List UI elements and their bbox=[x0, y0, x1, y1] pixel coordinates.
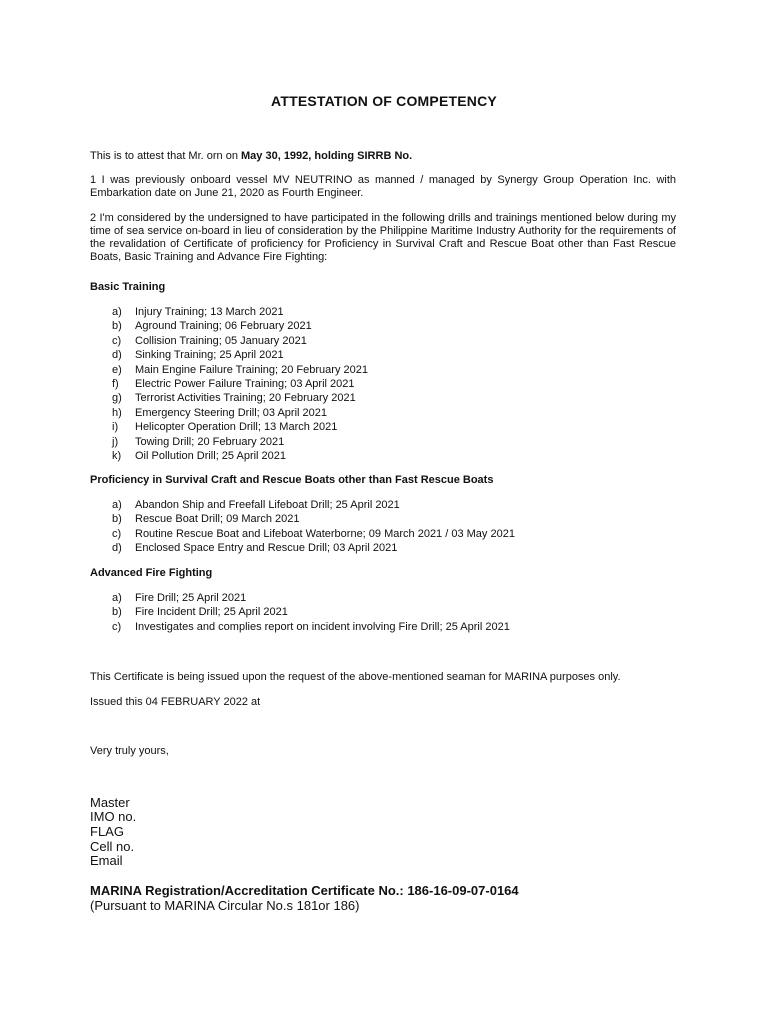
list-item bbox=[112, 363, 368, 377]
list-marker: g) bbox=[112, 392, 122, 405]
certificate-note: This Certificate is being issued upon the request of the above-mentioned seaman for MARINA purposes only. bbox=[90, 671, 621, 683]
list-item-text: Collision Training; 05 January 2021 bbox=[135, 334, 307, 347]
list-item-text: Main Engine Failure Training; 20 February 2021 bbox=[135, 363, 368, 376]
list-marker: c) bbox=[112, 527, 122, 540]
list-marker: j) bbox=[112, 435, 119, 448]
pursuant-note: (Pursuant to MARINA Circular No.s 181or 186) bbox=[90, 898, 360, 913]
list-item-text: Helicopter Operation Drill; 13 March 2021 bbox=[135, 421, 338, 434]
list-item bbox=[112, 591, 510, 605]
list-item bbox=[112, 449, 368, 463]
list-marker: a) bbox=[112, 499, 122, 511]
marina-registration: MARINA Registration/Accreditation Certificate No.: 186-16-09-07-0164 bbox=[90, 883, 519, 898]
closing-line: Very truly yours, bbox=[90, 745, 169, 757]
list-marker: c) bbox=[112, 334, 122, 347]
fire-fighting-heading: Advanced Fire Fighting bbox=[90, 567, 213, 579]
list-item-text: Emergency Steering Drill; 03 April 2021 bbox=[135, 406, 327, 419]
list-marker: a) bbox=[112, 306, 122, 318]
issued-line: Issued this 04 FEBRUARY 2022 at bbox=[90, 696, 261, 708]
list-item bbox=[112, 377, 368, 391]
list-marker: e) bbox=[112, 363, 122, 376]
list-item-text: Rescue Boat Drill; 09 March 2021 bbox=[135, 513, 300, 526]
signature-flag: FLAG bbox=[90, 824, 124, 839]
survival-craft-heading: Proficiency in Survival Craft and Rescue Boats other than Fast Rescue Boats bbox=[90, 474, 494, 486]
basic-training-heading: Basic Training bbox=[90, 281, 166, 293]
fire-fighting-list bbox=[112, 591, 510, 634]
list-item bbox=[112, 527, 515, 541]
list-item-text: Abandon Ship and Freefall Lifeboat Drill; 25 April 2021 bbox=[135, 499, 400, 511]
signature-email: Email bbox=[90, 853, 123, 868]
list-item bbox=[112, 348, 368, 362]
list-item bbox=[112, 605, 510, 619]
signature-master: Master bbox=[90, 795, 130, 810]
list-item-text: Investigates and complies report on incident involving Fire Drill; 25 April 2021 bbox=[135, 620, 510, 633]
survival-craft-list bbox=[112, 498, 515, 556]
list-marker: d) bbox=[112, 349, 122, 362]
list-item bbox=[112, 435, 368, 449]
list-item bbox=[112, 620, 510, 634]
list-marker: b) bbox=[112, 320, 122, 333]
list-item-text: Towing Drill; 20 February 2021 bbox=[135, 435, 285, 448]
signature-imo: IMO no. bbox=[90, 809, 137, 824]
list-marker: a) bbox=[112, 592, 122, 604]
list-item bbox=[112, 334, 368, 348]
list-item-text: Enclosed Space Entry and Rescue Drill; 03 April 2021 bbox=[135, 542, 398, 555]
list-marker: k) bbox=[112, 450, 122, 463]
list-item bbox=[112, 498, 515, 512]
paragraph-1: 1 I was previously onboard vessel MV NEUTRINO as manned / managed by Synergy Group Operation Inc. with Embarkation date on June 21, 2020 as Fourth Engineer. bbox=[90, 174, 676, 199]
list-item-text: Fire Incident Drill; 25 April 2021 bbox=[135, 606, 288, 619]
intro-paragraph bbox=[90, 150, 676, 163]
list-item-text: Electric Power Failure Training; 03 April 2021 bbox=[135, 378, 355, 391]
list-marker: b) bbox=[112, 606, 122, 619]
list-item-text: Terrorist Activities Training; 20 February 2021 bbox=[135, 392, 356, 405]
intro-bold-text: May 30, 1992, holding SIRRB No. bbox=[241, 150, 413, 162]
list-item-text: Injury Training; 13 March 2021 bbox=[135, 306, 284, 318]
signature-cell: Cell no. bbox=[90, 839, 135, 854]
basic-training-list bbox=[112, 305, 368, 463]
list-marker: h) bbox=[112, 406, 122, 419]
list-item bbox=[112, 391, 368, 405]
list-item-text: Fire Drill; 25 April 2021 bbox=[135, 592, 247, 604]
intro-text: This is to attest that Mr. orn on bbox=[90, 150, 242, 162]
document-title: ATTESTATION OF COMPETENCY bbox=[271, 93, 497, 109]
list-item-text: Sinking Training; 25 April 2021 bbox=[135, 349, 284, 362]
list-item bbox=[112, 406, 368, 420]
list-item bbox=[112, 420, 368, 434]
list-item-text: Aground Training; 06 February 2021 bbox=[135, 320, 312, 333]
list-marker: c) bbox=[112, 620, 122, 633]
list-item bbox=[112, 305, 368, 319]
list-marker: f) bbox=[112, 378, 119, 391]
list-item-text: Oil Pollution Drill; 25 April 2021 bbox=[135, 450, 287, 463]
paragraph-2: 2 I'm considered by the undersigned to have participated in the following drills and trainings mentioned below during my time of sea service on-board in lieu of consideration by the Philippine Maritime Industry Authority for the requirements of the revalidation of Certificate of proficiency for Proficiency in Survival Craft and Rescue Boat other than Fast Rescue Boats, Basic Training and Advance Fire Fighting: bbox=[90, 212, 676, 263]
list-item-text: Routine Rescue Boat and Lifeboat Waterborne; 09 March 2021 / 03 May 2021 bbox=[135, 527, 515, 540]
list-marker: b) bbox=[112, 513, 122, 526]
list-marker: d) bbox=[112, 542, 122, 555]
list-item bbox=[112, 541, 515, 555]
list-marker: i) bbox=[112, 421, 119, 434]
list-item bbox=[112, 512, 515, 526]
list-item bbox=[112, 319, 368, 333]
